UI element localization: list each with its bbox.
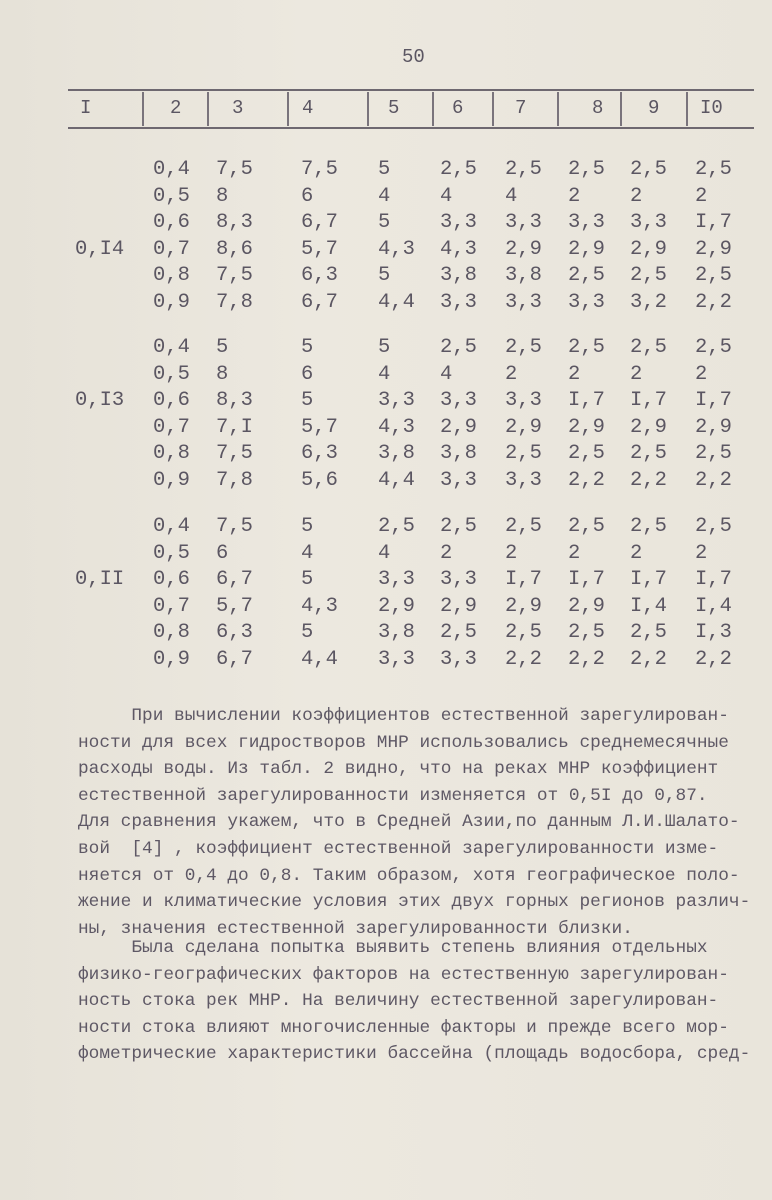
table-cell: 0,8 [153,621,190,644]
text-line: Была сделана попытка выявить степень влияния отдельных [78,938,708,958]
table-cell: 4,4 [378,468,415,492]
table-cell: 7,5 [301,158,338,181]
column-header: 7 [515,97,527,119]
table-cell: 2,5 [568,158,605,181]
table-cell: 8 [216,184,229,208]
table-cell: 2,2 [505,647,542,671]
column-separator [686,92,688,126]
table-cell: 4 [378,362,391,386]
table-cell: 2,5 [505,515,542,538]
table-cell: 4 [440,362,453,386]
table-cell: 3,3 [568,290,605,314]
table-cell: I,7 [630,389,667,412]
table-cell: 2,5 [440,621,477,644]
table-cell: 2 [505,541,518,565]
table-cell: 3,3 [440,211,477,234]
table-cell: 2 [695,184,708,208]
table-cell: 5,7 [216,594,253,618]
table-cell: 0,8 [153,264,190,287]
table-cell: 2,5 [568,621,605,644]
table-cell: 2,9 [440,415,477,439]
table-cell: 2 [630,541,643,565]
table-cell: I,3 [695,621,732,644]
table-cell: 2,5 [695,264,732,287]
table-cell: 4 [378,541,391,565]
table-cell: 4,4 [378,290,415,314]
table-cell: 2,2 [630,647,667,671]
table-cell: 0,9 [153,647,190,671]
table-cell: I,7 [695,211,732,234]
text-line: естественной зарегулированности изменяется от 0,5I до 0,87. [78,785,708,806]
table-cell: 2,5 [630,336,667,359]
table-cell: 7,5 [216,264,253,287]
table-cell: 2,5 [695,336,732,359]
table-cell: 0,9 [153,468,190,492]
table-cell: 5 [378,158,391,181]
table-cell: 5 [301,515,314,538]
table-header-bottom-rule [68,127,754,129]
table-cell: 2,5 [568,515,605,538]
column-separator [620,92,622,126]
text-line: ны, значения естественной зарегулированности близки. [78,918,633,939]
table-cell: 2 [440,541,453,565]
column-separator [492,92,494,126]
table-cell: I,4 [630,594,667,618]
table-cell: 0,7 [153,415,190,439]
table-cell: 4,3 [378,415,415,439]
table-cell: 3,3 [568,211,605,234]
table-cell: 2,9 [505,237,542,261]
table-cell: 2,2 [568,468,605,492]
table-cell: 0,5 [153,184,190,208]
table-cell: 0,7 [153,594,190,618]
table-cell: 2,9 [568,594,605,618]
table-cell: 5 [378,211,391,234]
table-cell: 0,4 [153,158,190,181]
table-cell: 4 [505,184,518,208]
table-cell: 0,8 [153,442,190,465]
table-cell: 2,5 [695,158,732,181]
table-cell: 2 [568,541,581,565]
table-cell: 4 [440,184,453,208]
table-cell: I,7 [695,568,732,591]
table-cell: 0,4 [153,336,190,359]
table-cell: 2,5 [505,442,542,465]
table-cell: 2,5 [630,442,667,465]
table-cell: 5 [378,264,391,287]
table-cell: 3,3 [505,211,542,234]
column-header: 9 [648,97,660,119]
table-cell: 2,9 [378,594,415,618]
group-label: 0,II [75,568,125,591]
table-cell: 2,9 [505,415,542,439]
table-cell: 6,7 [301,290,338,314]
table-cell: 8,3 [216,211,253,234]
table-cell: 0,5 [153,541,190,565]
text-line: физико-географических факторов на естественную зарегулирован- [78,964,729,985]
table-cell: 5 [301,389,314,412]
table-cell: 2,2 [695,647,732,671]
table-cell: 0,6 [153,568,190,591]
table-cell: 3,3 [440,468,477,492]
column-separator [142,92,144,126]
text-line: Для сравнения укажем, что в Средней Азии,по данным Л.И.Шалато- [78,812,740,833]
table-cell: 6,3 [301,264,338,287]
table-cell: 4,3 [301,594,338,618]
table-cell: 5 [301,336,314,359]
table-cell: 3,3 [378,647,415,671]
column-separator [557,92,559,126]
table-cell: 2,5 [568,336,605,359]
table-cell: 2,9 [440,594,477,618]
table-cell: 3,3 [378,389,415,412]
table-cell: I,7 [568,568,605,591]
table-cell: 5,6 [301,468,338,492]
table-cell: 0,6 [153,211,190,234]
table-cell: 2,5 [440,515,477,538]
table-cell: 3,3 [378,568,415,591]
table-cell: 2,5 [568,442,605,465]
table-cell: 3,8 [505,264,542,287]
table-cell: 3,3 [440,647,477,671]
table-cell: 3,3 [440,290,477,314]
table-cell: 4 [301,541,314,565]
text-line: ности стока влияют многочисленные факторы и прежде всего мор- [78,1017,729,1038]
table-cell: 2,5 [378,515,415,538]
table-cell: 2,9 [695,415,732,439]
table-cell: 5,7 [301,415,338,439]
table-cell: 3,8 [378,621,415,644]
table-cell: 5 [378,336,391,359]
table-cell: 2,5 [695,442,732,465]
text-line: ность стока рек МНР. На величину естественной зарегулирован- [78,991,719,1012]
table-cell: 5 [301,621,314,644]
table-cell: 4,3 [378,237,415,261]
text-line: При вычислении коэффициентов естественной зарегулирован- [78,706,729,726]
text-line: жение и климатические условия этих двух горных регионов различ- [78,892,751,913]
table-header-top-rule [68,89,754,91]
column-header: 2 [170,97,182,119]
table-cell: 4,4 [301,647,338,671]
table-cell: 8 [216,362,229,386]
table-cell: 3,3 [440,568,477,591]
table-cell: 2,5 [630,515,667,538]
table-cell: 2,5 [505,336,542,359]
table-cell: 2,5 [440,336,477,359]
column-header: 8 [592,97,604,119]
table-cell: 7,5 [216,442,253,465]
table-cell: I,7 [695,389,732,412]
table-cell: 2 [568,362,581,386]
table-cell: 2 [695,541,708,565]
table-cell: 6,3 [216,621,253,644]
text-line: фометрические характеристики бассейна (площадь водосбора, сред- [78,1044,751,1065]
table-cell: 0,6 [153,389,190,412]
table-cell: I,7 [630,568,667,591]
table-cell: 2 [695,362,708,386]
group-label: 0,I3 [75,389,125,412]
table-cell: 5 [301,568,314,591]
column-header: 6 [452,97,464,119]
table-cell: 3,8 [440,442,477,465]
column-header: I0 [700,97,723,119]
table-cell: 3,3 [505,468,542,492]
table-cell: 2,9 [695,237,732,261]
table-cell: 2,2 [568,647,605,671]
table-cell: I,4 [695,594,732,618]
table-cell: 5 [216,336,229,359]
table-cell: 4,3 [440,237,477,261]
table-cell: 2,5 [630,264,667,287]
table-cell: 2,5 [505,621,542,644]
table-cell: I,7 [568,389,605,412]
column-separator [287,92,289,126]
table-cell: 7,I [216,415,253,439]
table-cell: 2,5 [505,158,542,181]
table-cell: 2 [630,184,643,208]
table-cell: 3,2 [630,290,667,314]
table-cell: 2,5 [630,621,667,644]
table-cell: 8,3 [216,389,253,412]
column-header: 4 [302,97,314,119]
group-label: 0,I4 [75,237,125,261]
table-cell: 2 [568,184,581,208]
table-cell: 2 [630,362,643,386]
table-cell: 2,9 [505,594,542,618]
table-cell: 0,9 [153,290,190,314]
table-cell: 7,8 [216,290,253,314]
table-cell: 2,9 [630,237,667,261]
table-cell: 3,8 [440,264,477,287]
table-cell: 4 [378,184,391,208]
table-cell: 2,2 [695,468,732,492]
column-separator [432,92,434,126]
table-cell: 2,2 [695,290,732,314]
table-cell: 2,5 [568,264,605,287]
table-cell: 6 [301,362,314,386]
column-header: 5 [388,97,400,119]
table-cell: 3,3 [505,389,542,412]
column-separator [207,92,209,126]
column-separator [367,92,369,126]
table-cell: 6,7 [216,568,253,591]
table-cell: 6,3 [301,442,338,465]
table-cell: 3,8 [378,442,415,465]
table-cell: 0,5 [153,362,190,386]
table-cell: 2,5 [695,515,732,538]
table-cell: 2,9 [568,237,605,261]
table-cell: 2 [505,362,518,386]
table-cell: 2,2 [630,468,667,492]
text-line: вой [4] , коэффициент естественной зарегулированности изме- [78,839,719,859]
table-cell: 5,7 [301,237,338,261]
table-cell: 0,4 [153,515,190,538]
table-cell: 6 [301,184,314,208]
table-cell: 2,5 [630,158,667,181]
page-number: 50 [402,46,425,68]
table-cell: 2,9 [630,415,667,439]
table-cell: 7,8 [216,468,253,492]
column-header: 3 [232,97,244,119]
table-cell: 0,7 [153,237,190,261]
table-cell: 6,7 [301,211,338,234]
table-cell: 7,5 [216,158,253,181]
text-line: ности для всех гидростворов МНР использовались среднемесячные [78,732,729,753]
table-cell: 7,5 [216,515,253,538]
table-cell: I,7 [505,568,542,591]
table-cell: 6 [216,541,229,565]
table-cell: 2,5 [440,158,477,181]
table-cell: 3,3 [505,290,542,314]
table-cell: 3,3 [630,211,667,234]
text-line: няется от 0,4 до 0,8. Таким образом, хотя географическое поло- [78,865,740,886]
column-header: I [80,97,92,119]
table-cell: 6,7 [216,647,253,671]
table-cell: 2,9 [568,415,605,439]
text-line: расходы воды. Из табл. 2 видно, что на реках МНР коэффициент [78,759,719,780]
table-cell: 3,3 [440,389,477,412]
table-cell: 8,6 [216,237,253,261]
